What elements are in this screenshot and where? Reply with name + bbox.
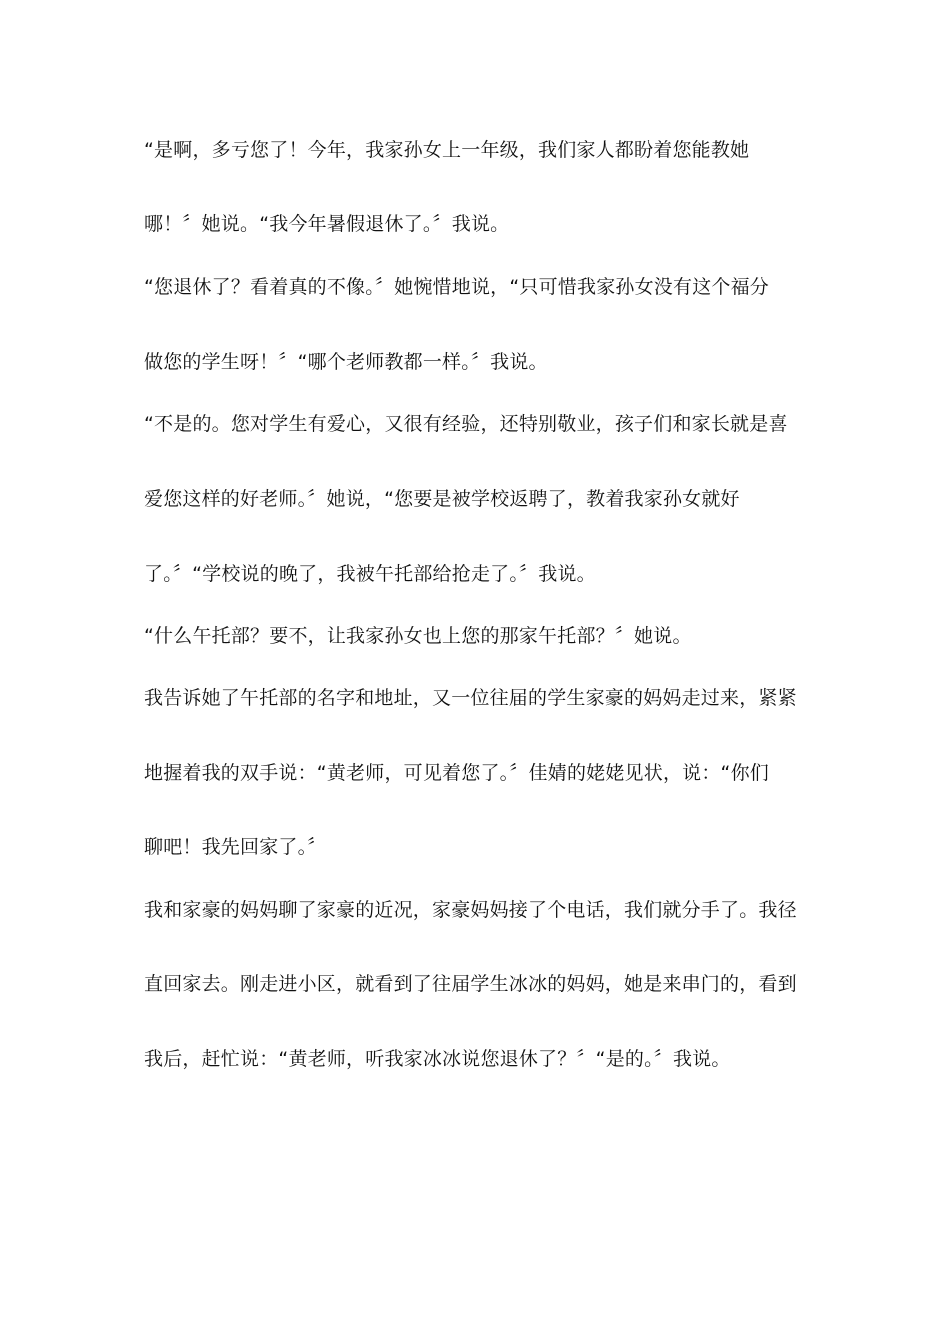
text-line-12: 我和家豪的妈妈聊了家豪的近况，家豪妈妈接了个电话，我们就分手了。我径 [144,899,797,921]
text-line-10: 地握着我的双手说：“黄老师，可见着您了。〞佳婧的姥姥见状，说：“你们 [144,762,769,784]
text-line-13: 直回家去。刚走进小区，就看到了往届学生冰冰的妈妈，她是来串门的，看到 [144,973,797,995]
text-line-14: 我后，赶忙说：“黄老师，听我家冰冰说您退休了？〞“是的。〞我说。 [144,1048,731,1070]
text-line-1: “是啊，多亏您了！今年，我家孙女上一年级，我们家人都盼着您能教她 [144,139,750,161]
text-line-4: 做您的学生呀！〞“哪个老师教都一样。〞我说。 [144,351,548,373]
text-line-3: “您退休了？看着真的不像。〞她惋惜地说，“只可惜我家孙女没有这个福分 [144,276,769,298]
text-line-8: “什么午托部？要不，让我家孙女也上您的那家午托部？〞她说。 [144,625,692,647]
text-line-6: 爱您这样的好老师。〞她说，“您要是被学校返聘了，教着我家孙女就好 [144,488,740,510]
text-line-7: 了。〞“学校说的晚了，我被午托部给抢走了。〞我说。 [144,563,596,585]
text-line-11: 聊吧！我先回家了。〞 [144,836,327,858]
text-line-9: 我告诉她了午托部的名字和地址，又一位往届的学生家豪的妈妈走过来，紧紧 [144,687,797,709]
text-line-5: “不是的。您对学生有爱心，又很有经验，还特别敬业，孩子们和家长就是喜 [144,413,788,435]
text-line-2: 哪！〞她说。“我今年暑假退休了。〞我说。 [144,213,510,235]
